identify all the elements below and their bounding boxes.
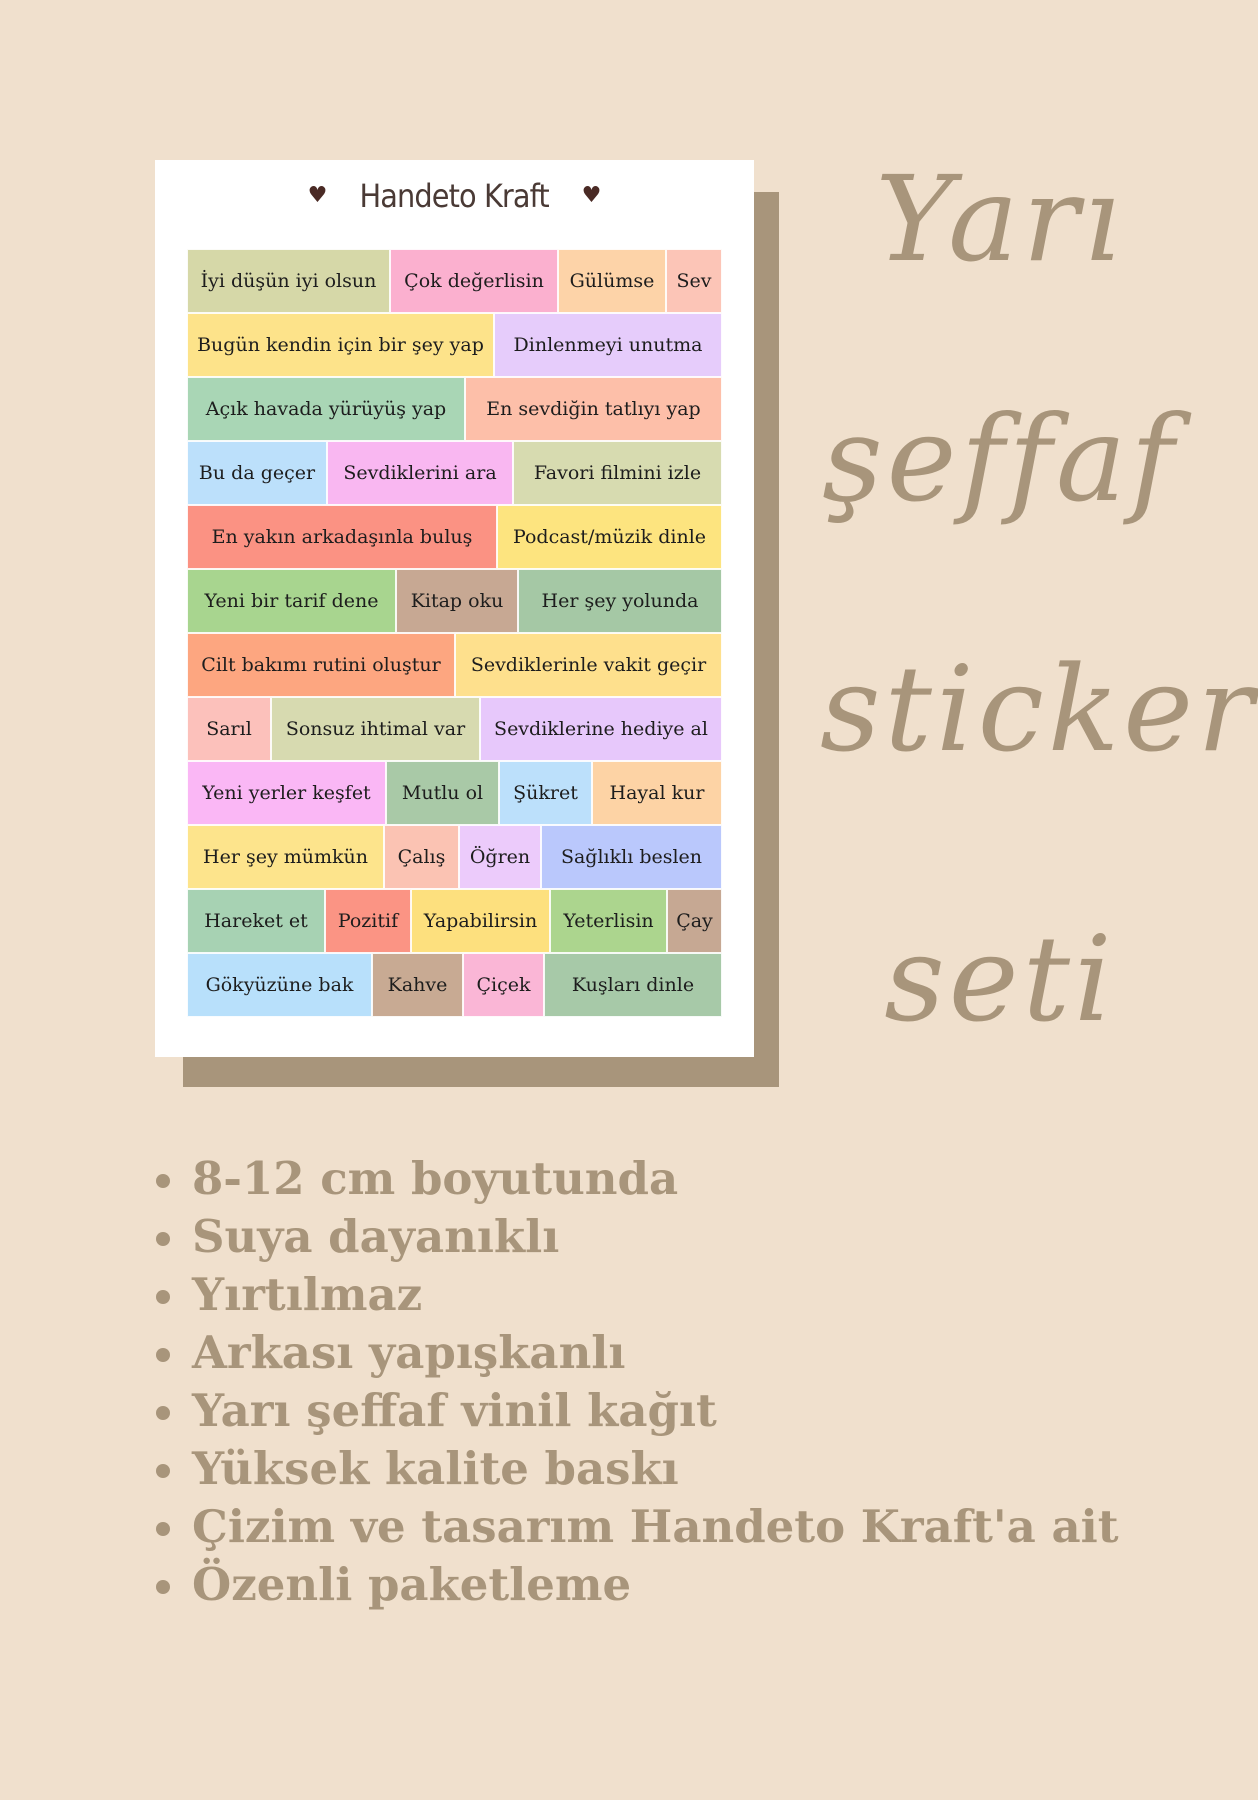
feature-item [150, 1440, 1119, 1498]
sticker: Gökyüzüne bak [187, 953, 372, 1017]
sticker-row [187, 697, 722, 761]
sticker: Her şey mümkün [187, 825, 384, 889]
sticker: Hareket et [187, 889, 325, 953]
sticker-row [187, 249, 722, 313]
title-word: seti [884, 910, 1116, 1048]
feature-text: Suya dayanıklı [192, 1210, 560, 1263]
sticker: Sev [666, 249, 722, 313]
feature-item [150, 1556, 1119, 1614]
brand-name: Handeto Kraft [359, 177, 550, 215]
bullet-icon [156, 1232, 170, 1246]
sticker: En sevdiğin tatlıyı yap [465, 377, 722, 441]
sticker: Açık havada yürüyüş yap [187, 377, 465, 441]
sticker: Yeni yerler keşfet [187, 761, 386, 825]
heart-icon: ♥ [581, 183, 602, 208]
sticker: Sağlıklı beslen [541, 825, 722, 889]
bullet-icon [156, 1464, 170, 1478]
sticker: Kuşları dinle [544, 953, 722, 1017]
feature-text: Yüksek kalite baskı [192, 1442, 679, 1495]
sticker-row [187, 441, 722, 505]
sticker: Her şey yolunda [518, 569, 722, 633]
sticker: Şükret [499, 761, 592, 825]
feature-item [150, 1382, 1119, 1440]
sticker: Bugün kendin için bir şey yap [187, 313, 494, 377]
sticker: Kitap oku [396, 569, 518, 633]
bullet-icon [156, 1522, 170, 1536]
sticker-sheet [155, 160, 754, 1057]
feature-text: Çizim ve tasarım Handeto Kraft'a ait [192, 1500, 1119, 1553]
sticker: Çay [667, 889, 722, 953]
sticker: Sarıl [187, 697, 271, 761]
sticker-row [187, 889, 722, 953]
sticker: Gülümse [558, 249, 666, 313]
sticker-row [187, 953, 722, 1017]
sticker-row [187, 761, 722, 825]
sticker: Çiçek [463, 953, 544, 1017]
title-word: Yarı [875, 150, 1125, 288]
sticker: Yeni bir tarif dene [187, 569, 396, 633]
sticker: Kahve [372, 953, 463, 1017]
feature-item [150, 1150, 1119, 1208]
feature-text: Yırtılmaz [192, 1268, 423, 1321]
sticker-row [187, 377, 722, 441]
sticker: En yakın arkadaşınla buluş [187, 505, 497, 569]
title-word: şeffaf [822, 390, 1178, 528]
sticker-row [187, 825, 722, 889]
sticker-row [187, 569, 722, 633]
sticker: Yapabilirsin [411, 889, 550, 953]
sticker: Dinlenmeyi unutma [494, 313, 722, 377]
feature-text: Arkası yapışkanlı [192, 1326, 626, 1379]
feature-text: Yarı şeffaf vinil kağıt [192, 1384, 717, 1437]
sticker: İyi düşün iyi olsun [187, 249, 390, 313]
bullet-icon [156, 1174, 170, 1188]
sticker: Cilt bakımı rutini oluştur [187, 633, 455, 697]
sticker: Sevdiklerine hediye al [480, 697, 722, 761]
sticker: Bu da geçer [187, 441, 327, 505]
sticker: Hayal kur [592, 761, 722, 825]
sticker: Mutlu ol [386, 761, 499, 825]
sticker-row [187, 313, 722, 377]
feature-list [150, 1150, 1119, 1614]
feature-text: Özenli paketleme [192, 1558, 632, 1611]
sticker-row [187, 505, 722, 569]
sticker: Öğren [459, 825, 541, 889]
feature-item [150, 1324, 1119, 1382]
bullet-icon [156, 1580, 170, 1594]
sticker-grid [187, 249, 722, 1017]
feature-item [150, 1498, 1119, 1556]
heart-icon: ♥ [307, 183, 328, 208]
title-word: sticker [820, 640, 1258, 778]
feature-item [150, 1208, 1119, 1266]
sticker: Çok değerlisin [390, 249, 558, 313]
sheet-title [155, 160, 754, 232]
bullet-icon [156, 1406, 170, 1420]
sticker: Çalış [384, 825, 459, 889]
feature-item [150, 1266, 1119, 1324]
sticker: Sonsuz ihtimal var [271, 697, 480, 761]
sticker: Yeterlisin [550, 889, 667, 953]
feature-text: 8-12 cm boyutunda [192, 1152, 679, 1205]
sticker: Favori filmini izle [513, 441, 722, 505]
sticker: Podcast/müzik dinle [497, 505, 722, 569]
sticker-row [187, 633, 722, 697]
bullet-icon [156, 1348, 170, 1362]
sticker: Sevdiklerinle vakit geçir [455, 633, 722, 697]
sticker: Sevdiklerini ara [327, 441, 513, 505]
sticker: Pozitif [325, 889, 411, 953]
bullet-icon [156, 1290, 170, 1304]
